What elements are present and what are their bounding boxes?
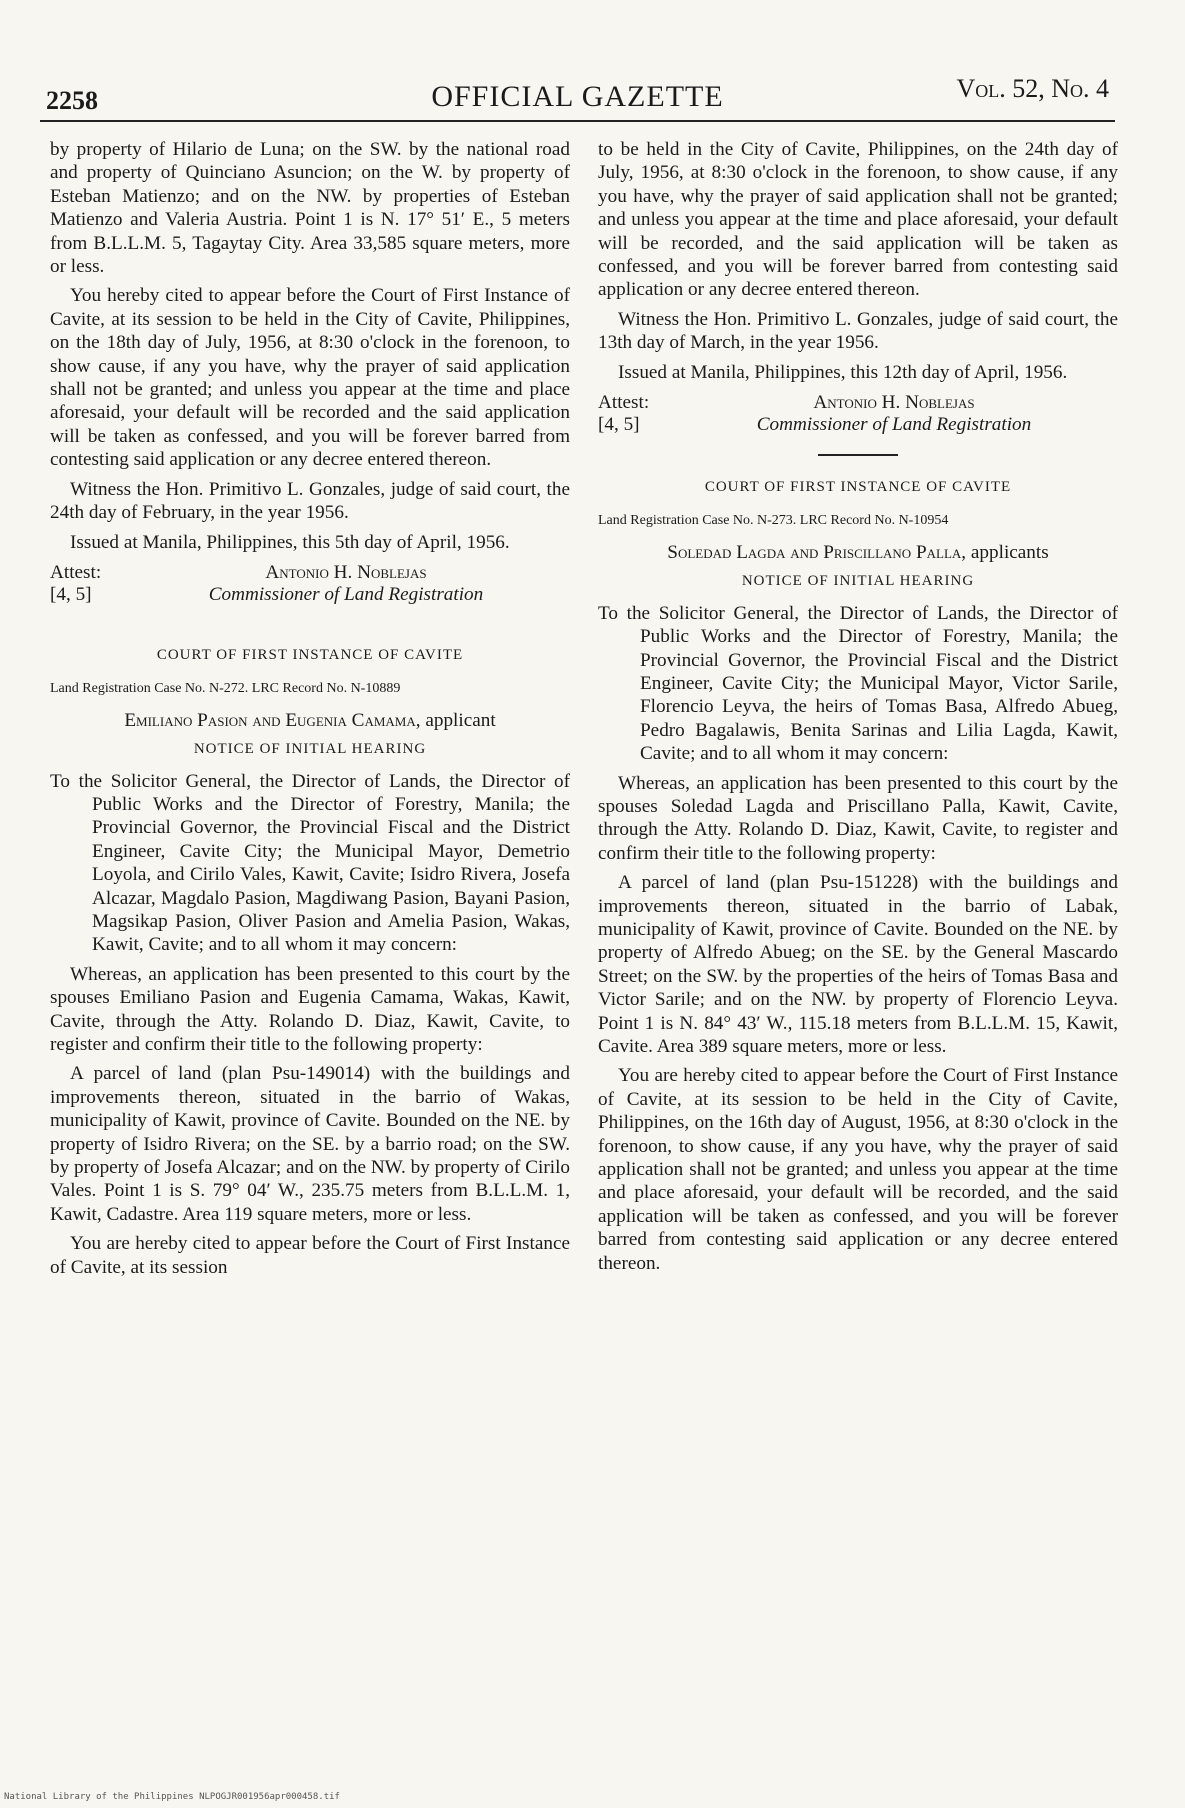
court-heading: COURT OF FIRST INSTANCE OF CAVITE <box>704 479 1012 496</box>
case-number-line: Land Registration Case No. N-272. LRC Record No. N-10889 <box>50 681 401 697</box>
continued-paragraph: by property of Hilario de Luna; on the SW. by the national road and property of Quinciano Asuncion; on the W. by property of Esteban Matienzo; and on the NW. by properties of Esteban Matienzo and Valeria Austria. Point 1 is N. 17° 51′ E., 5 meters from B.L.L.M. 5, Tagaytay City. Area 33,585 square meters, more or less. <box>50 139 570 278</box>
applicants-line <box>50 709 570 732</box>
hearing-citation: You hereby cited to appear before the Court of First Instance of Cavite, at its session to be held in the City of Cavite, Philippines, on the 18th day of July, 1956, at 8:30 o'clock in the forenoon, to show cause, if any you have, why the prayer of said application shall not be granted; and unless you appear at the time and place aforesaid, your default will be recorded and the said application will be taken as confessed, and you will be forever barred from contesting said application or any decree entered thereon. <box>50 285 570 471</box>
section-divider <box>818 454 898 456</box>
court-heading: COURT OF FIRST INSTANCE OF CAVITE <box>156 646 464 663</box>
whereas-paragraph: Whereas, an application has been presented to this court by the spouses Soledad Lagda and Priscillano Palla, Kawit, Cavite, through the Atty. Rolando D. Diaz, Kawit, Cavite, to register and confirm their title to the following property: <box>598 772 1118 864</box>
witness-paragraph: Witness the Hon. Primitivo L. Gonzales, judge of said court, the 24th day of February, in the year 1956. <box>50 478 570 524</box>
scan-footer: National Library of the Philippines NLPOGJR001956apr000458.tif <box>4 1792 340 1802</box>
parcel-description: A parcel of land (plan Psu-149014) with the buildings and improvements thereon, situated in the barrio of Wakas, municipality of Kawit, province of Cavite. Bounded on the NE. by property of Isidro Rivera; on the SE. by a barrio road; on the SW. by property of Josefa Alcazar; and on the NW. by property of Cirilo Vales. Point 1 is S. 79° 04′ W., 235.75 meters from B.L.L.M. 1, Kawit, Cadastre. Area 119 square meters, more or less. <box>50 1063 570 1225</box>
right-column <box>598 138 1118 1275</box>
witness-paragraph: Witness the Hon. Primitivo L. Gonzales, judge of said court, the 13th day of March, in the year 1956. <box>598 308 1118 354</box>
hearing-citation-start: You are hereby cited to appear before the Court of First Instance of Cavite, at its session <box>50 1233 570 1278</box>
volume-number: Vol. 52, No. 4 <box>956 74 1109 103</box>
hearing-citation: You are hereby cited to appear before the Court of First Instance of Cavite, at its session to be held in the City of Cavite, Philippines, on the 16th day of August, 1956, at 8:30 o'clock in the forenoon, to show cause, if any you have, why the prayer of said application shall not be granted; and unless you appear at the time and place aforesaid, your default will be recorded, and the said application will be taken as confessed, and you will be forever barred from contesting said application or any decree entered thereon. <box>598 1065 1118 1274</box>
page-header <box>40 68 1115 122</box>
applicant-names: Soledad Lagda and Priscillano Palla, <box>667 541 967 563</box>
attestation-block <box>50 562 570 606</box>
notice-heading: NOTICE OF INITIAL HEARING <box>741 573 975 590</box>
signatory-title: Commissioner of Land Registration <box>208 583 484 605</box>
addressees-paragraph: To the Solicitor General, the Director of Lands, the Director of Public Works and the Director of Forestry, Manila; the Provincial Governor, the Provincial Fiscal and the District Engineer, Cavite City; the Municipal Mayor, Demetrio Loyola, and Cirilo Vales, Kawit, Cavite; Isidro Rivera, Josefa Alcazar, Magdalo Pasion, Magdiwang Pasion, Bayani Pasion, Magsikap Pasion, Oliver Pasion and Amelia Pasion, Wakas, Kawit, Cavite; and to all whom it may concern: <box>50 770 570 956</box>
publication-title: OFFICIAL GAZETTE <box>431 80 724 113</box>
signatory-title: Commissioner of Land Registration <box>756 414 1032 436</box>
attest-label: Attest: <box>50 561 102 583</box>
issue-reference: [4, 5] <box>598 414 640 436</box>
issued-paragraph: Issued at Manila, Philippines, this 12th day of April, 1956. <box>618 361 1068 383</box>
notice-heading: NOTICE OF INITIAL HEARING <box>193 741 427 758</box>
applicant-names: Emiliano Pasion and Eugenia Camama, <box>124 709 421 731</box>
applicants-line <box>598 541 1118 564</box>
applicant-role: applicants <box>970 541 1049 563</box>
case-number-line: Land Registration Case No. N-273. LRC Record No. N-10954 <box>598 513 949 529</box>
issue-reference: [4, 5] <box>50 583 92 605</box>
whereas-paragraph: Whereas, an application has been presented to this court by the spouses Emiliano Pasion and Eugenia Camama, Wakas, Kawit, Cavite, through the Atty. Rolando D. Diaz, Kawit, Cavite, to register and confirm their title to the following property: <box>50 963 570 1055</box>
attestation-block <box>598 392 1118 436</box>
left-column <box>50 138 570 1279</box>
applicant-role: applicant <box>425 709 496 731</box>
issued-paragraph: Issued at Manila, Philippines, this 5th day of April, 1956. <box>70 531 510 553</box>
signatory-name: Antonio H. Noblejas <box>813 392 975 414</box>
attest-label: Attest: <box>598 392 650 414</box>
addressees-paragraph: To the Solicitor General, the Director of Lands, the Director of Public Works and the Director of Forestry, Manila; the Provincial Governor, the Provincial Fiscal and the District Engineer, Cavite City; the Municipal Mayor, Victor Sarile, Florencio Leyva, the heirs of Tomas Basa, Alfredo Abueg, Pedro Bagalawis, Benita Sarinas and Lilia Lagda, Kawit, Cavite; and to all whom it may concern: <box>598 602 1118 765</box>
continued-paragraph: to be held in the City of Cavite, Philippines, on the 24th day of July, 1956, at 8:30 o'clock in the forenoon, to show cause, if any you have, why the prayer of said application shall not be granted; and unless you appear at the time and place aforesaid, your default will be recorded, and the said application will be taken as confessed, and you will be forever barred from contesting said application or any decree entered thereon. <box>598 139 1118 301</box>
signatory-name: Antonio H. Noblejas <box>265 561 427 583</box>
parcel-description: A parcel of land (plan Psu-151228) with the buildings and improvements thereon, situated in the barrio of Labak, municipality of Kawit, province of Cavite. Bounded on the NE. by property of Alfredo Abueg; on the SE. by the General Mascardo Street; on the SW. by the properties of the heirs of Tomas Basa and Victor Sarile; and on the NW. by property of Florencio Leyva. Point 1 is N. 84° 43′ W., 115.18 meters from B.L.L.M. 15, Kawit, Cavite. Area 389 square meters, more or less. <box>598 872 1118 1057</box>
page-number: 2258 <box>46 86 98 115</box>
